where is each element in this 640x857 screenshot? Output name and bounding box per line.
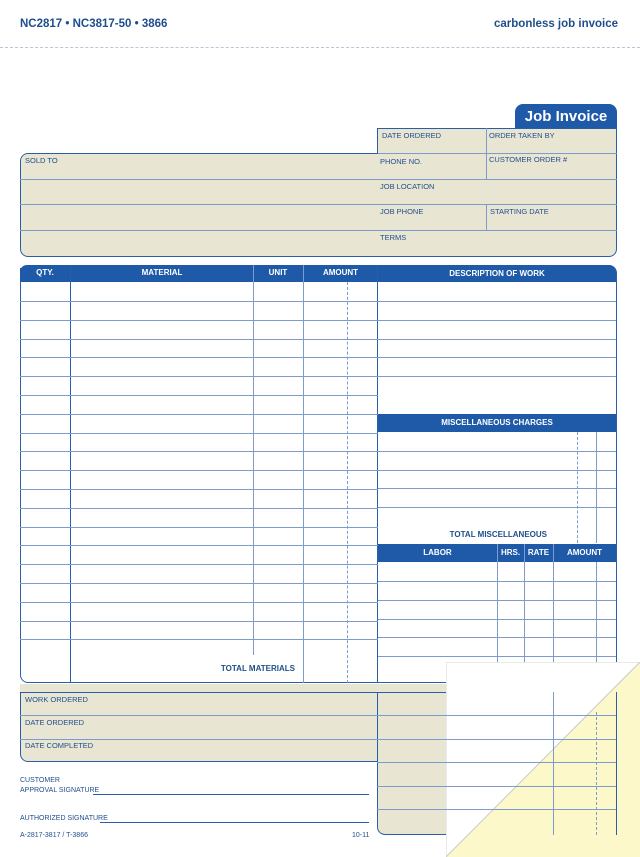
misc-row-line <box>378 451 616 452</box>
misc-header: MISCELLANEOUS CHARGES <box>378 414 616 432</box>
material-row-line <box>20 433 378 434</box>
description-row-line <box>378 320 616 321</box>
authorized-signature-label: AUTHORIZED SIGNATURE <box>20 815 108 822</box>
material-row-line <box>20 414 378 415</box>
job-phone-label: JOB PHONE <box>380 207 424 216</box>
form-codes: NC2817 • NC3817-50 • 3866 <box>20 18 168 30</box>
qty-header: QTY. <box>20 268 70 277</box>
misc-row-line <box>378 488 616 489</box>
total-misc-label: TOTAL MISCELLANEOUS <box>449 530 547 539</box>
misc-row-line <box>378 470 616 471</box>
material-row-line <box>20 320 378 321</box>
footer-code: A-2817-3817 / T-3866 <box>20 832 88 839</box>
material-row-line <box>20 508 378 509</box>
material-row-line <box>20 639 378 640</box>
description-row-line <box>378 357 616 358</box>
material-row-line <box>20 301 378 302</box>
sold-to-label: SOLD TO <box>25 156 58 165</box>
description-row-line <box>378 376 616 377</box>
footer-date: 10-11 <box>352 832 370 839</box>
material-row-line <box>20 545 378 546</box>
customer-order-label: CUSTOMER ORDER # <box>489 155 568 164</box>
material-row-line <box>20 451 378 452</box>
material-row-line <box>20 527 378 528</box>
misc-row-line <box>378 507 616 508</box>
terms-label: TERMS <box>380 233 407 242</box>
starting-date-label: STARTING DATE <box>490 207 549 216</box>
job-info-box <box>377 128 617 257</box>
total-materials-label: TOTAL MATERIALS <box>220 664 295 673</box>
date-ordered-label: DATE ORDERED <box>382 131 442 140</box>
phone-no-label: PHONE NO. <box>380 157 423 166</box>
approval-signature-label: APPROVAL SIGNATURE <box>20 787 100 794</box>
material-row-line <box>20 376 378 377</box>
page-title: Job Invoice <box>515 104 617 130</box>
labor-row-line <box>378 619 616 620</box>
material-row-line <box>20 489 378 490</box>
material-row-line <box>20 357 378 358</box>
yellow-amount-column <box>553 692 617 835</box>
labor-row-line <box>378 600 616 601</box>
material-row-line <box>20 339 378 340</box>
work-ordered-label: WORK ORDERED <box>25 695 88 704</box>
order-taken-by-label: ORDER TAKEN BY <box>489 131 555 140</box>
date-completed-label: DATE COMPLETED <box>25 741 94 750</box>
material-row-line <box>20 470 378 471</box>
job-location-label: JOB LOCATION <box>380 182 435 191</box>
labor-header: LABOR <box>378 548 497 557</box>
description-header: DESCRIPTION OF WORK <box>378 265 616 282</box>
amount-header: AMOUNT <box>303 268 378 277</box>
labor-row-line <box>378 656 616 657</box>
date-ordered-work-label: DATE ORDERED <box>25 718 85 727</box>
description-row-line <box>378 301 616 302</box>
material-row-line <box>20 621 378 622</box>
description-row-line <box>378 339 616 340</box>
material-row-line <box>20 395 378 396</box>
material-header: MATERIAL <box>71 268 253 277</box>
material-row-line <box>20 564 378 565</box>
material-row-line <box>20 602 378 603</box>
unit-header: UNIT <box>253 268 303 277</box>
customer-label: CUSTOMER <box>20 777 60 784</box>
material-row-line <box>20 583 378 584</box>
hrs-header: HRS. <box>497 548 524 557</box>
rate-header: RATE <box>524 548 553 557</box>
labor-row-line <box>378 581 616 582</box>
brand-label: carbonless job invoice <box>494 18 618 30</box>
sold-to-box <box>20 153 378 257</box>
labor-amount-header: AMOUNT <box>553 548 616 557</box>
labor-row-line <box>378 637 616 638</box>
